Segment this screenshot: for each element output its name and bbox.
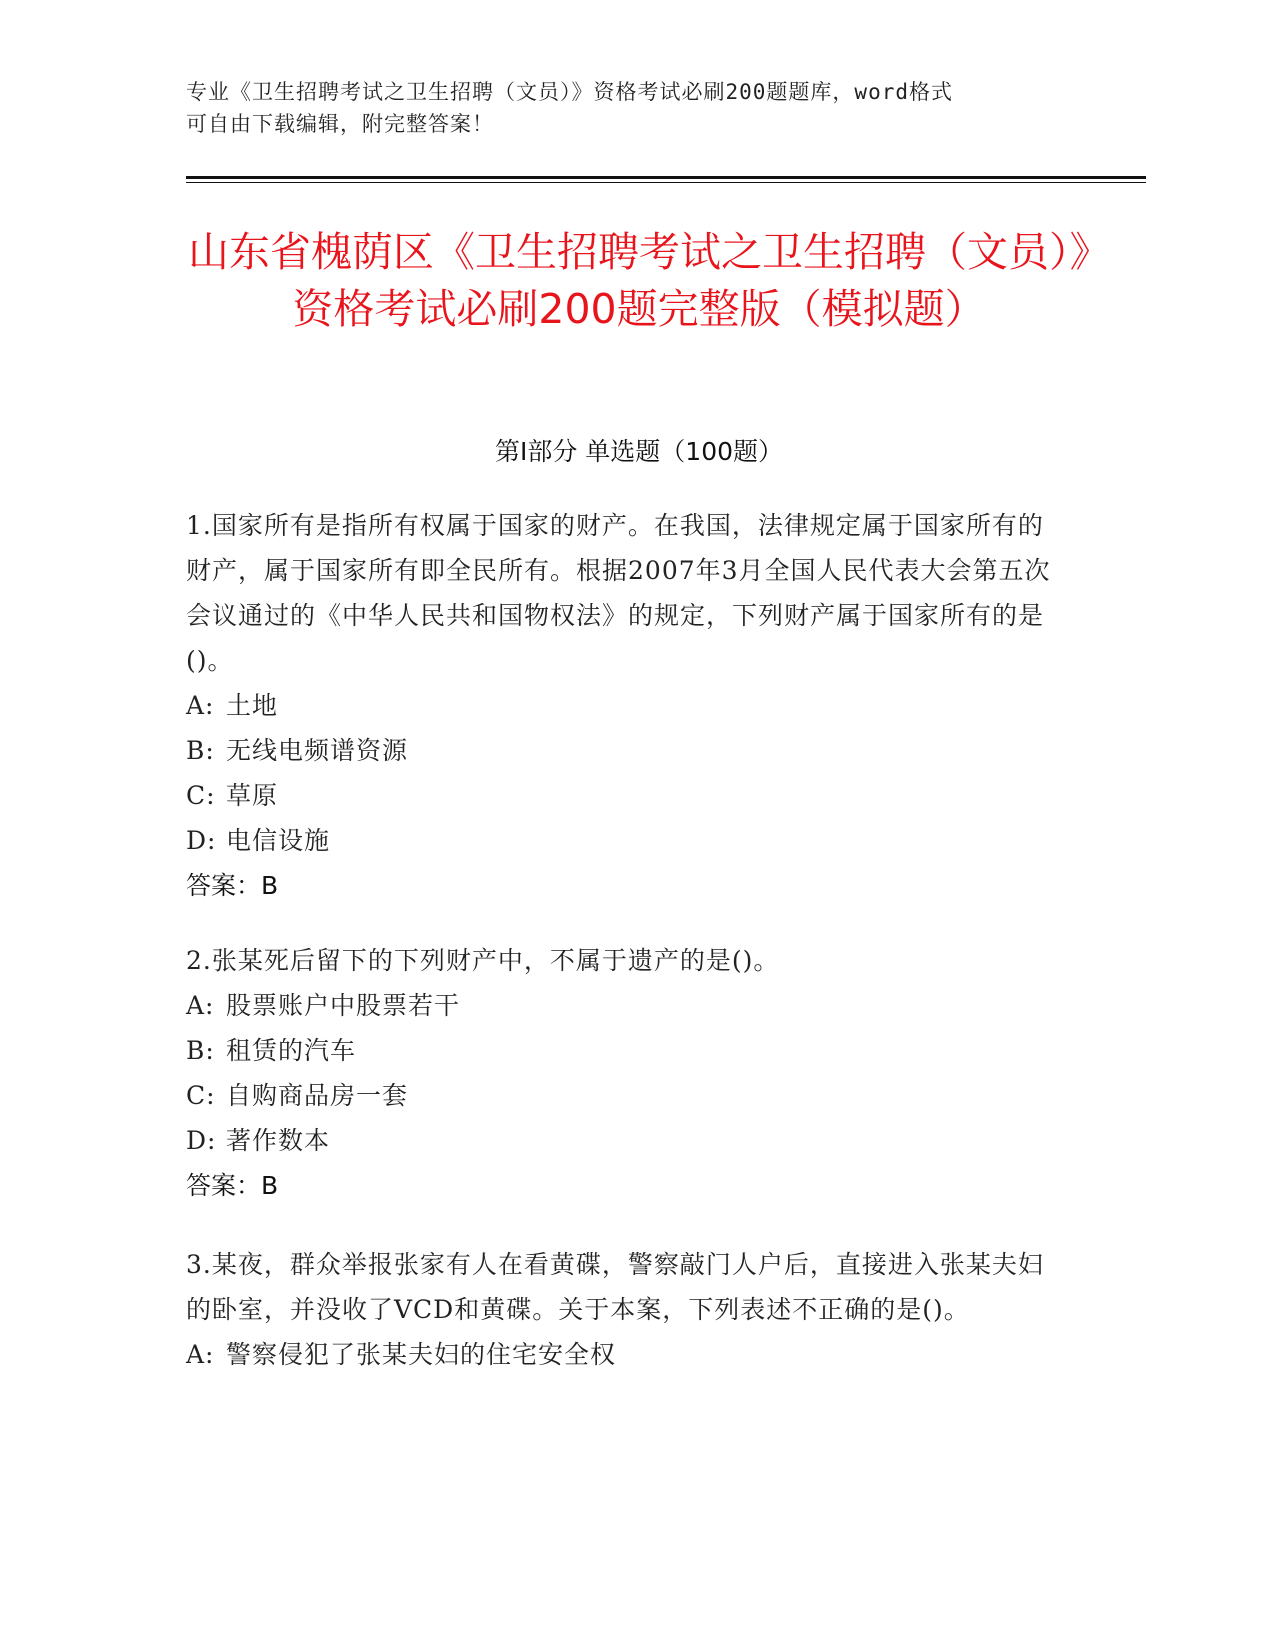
option-c: [186, 1073, 1066, 1118]
option-text: 租赁的汽车: [226, 1036, 357, 1065]
question-3: [186, 1242, 1066, 1377]
document-title: 山东省槐荫区《卫生招聘考试之卫生招聘（文员）》资格考试必刷200题完整版（模拟题）: [188, 228, 1090, 333]
answer-line: 答案：B: [186, 871, 279, 900]
option-text: 股票账户中股票若干: [226, 991, 461, 1020]
option-d: [186, 1118, 1066, 1163]
header-divider-thick: [186, 176, 1146, 179]
question-stem: 3.某夜，群众举报张家有人在看黄碟，警察敲门人户后，直接进入张某夫妇的卧室，并没收了VCD和黄碟。关于本案，下列表述不正确的是()。: [186, 1250, 1044, 1324]
question-stem: 2.张某死后留下的下列财产中，不属于遗产的是()。: [186, 946, 780, 975]
option-key: A:: [186, 691, 215, 720]
option-text: 土地: [226, 691, 279, 720]
option-c: [186, 773, 1066, 818]
header-note-line-1: 专业《卫生招聘考试之卫生招聘（文员）》资格考试必刷200题题库，word格式: [186, 80, 953, 104]
option-key: A:: [186, 991, 215, 1020]
option-a: [186, 983, 1066, 1028]
option-key: A:: [186, 1340, 215, 1369]
option-text: 自购商品房一套: [226, 1081, 409, 1110]
option-text: 著作数本: [226, 1126, 331, 1155]
header-divider-thin: [186, 182, 1146, 183]
section-title: 第Ⅰ部分 单选题（100题）: [494, 437, 784, 466]
answer-line: 答案：B: [186, 1171, 279, 1200]
option-key: C:: [186, 1081, 216, 1110]
option-a: [186, 683, 1066, 728]
header-note: [186, 76, 1066, 140]
option-key: D:: [186, 1126, 217, 1155]
option-b: [186, 1028, 1066, 1073]
option-text: 无线电频谱资源: [226, 736, 409, 765]
option-key: C:: [186, 781, 216, 810]
option-d: [186, 818, 1066, 863]
option-key: D:: [186, 826, 217, 855]
header-note-line-2: 可自由下载编辑，附完整答案！: [186, 112, 494, 136]
option-b: [186, 728, 1066, 773]
option-text: 警察侵犯了张某夫妇的住宅安全权: [226, 1340, 617, 1369]
option-key: B:: [186, 736, 215, 765]
option-key: B:: [186, 1036, 215, 1065]
question-2: [186, 938, 1066, 1208]
option-a: [186, 1332, 1066, 1377]
question-stem: 1.国家所有是指所有权属于国家的财产。在我国，法律规定属于国家所有的财产，属于国家所有即全民所有。根据2007年3月全国人民代表大会第五次会议通过的《中华人民共和国物权法》的规定，下列财产属于国家所有的是()。: [186, 511, 1051, 675]
option-text: 草原: [226, 781, 279, 810]
option-text: 电信设施: [226, 826, 331, 855]
question-1: [186, 503, 1066, 908]
